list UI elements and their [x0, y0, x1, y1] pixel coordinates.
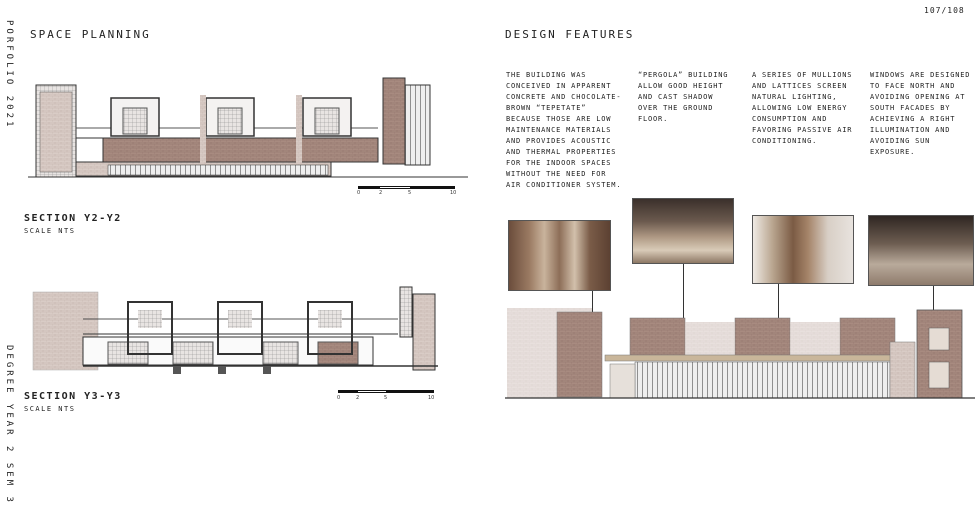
scale-tick: 10	[450, 190, 457, 196]
elevation-drawing	[505, 300, 975, 400]
section-y2-scale: SCALE NTS	[24, 227, 76, 235]
scale-bar-1-segment-b	[380, 186, 410, 189]
section-y3-title: SECTION Y3-Y3	[24, 391, 122, 402]
section-y3-drawing	[28, 282, 448, 377]
scale-tick: 2	[379, 190, 383, 196]
feature-text-windows: WINDOWS ARE DESIGNED TO FACE NORTH AND AVOIDING OPENING AT SOUTH FACADES BY ACHIEVING A RIGHT ILLUMINATION AND AVOIDING SUN EXPOSURE.	[870, 71, 971, 156]
section-y3-scale: SCALE NTS	[24, 405, 76, 413]
scale-tick: 5	[408, 190, 412, 196]
photo-windows-gallery	[868, 215, 974, 286]
portfolio-side-label: PORFOLIO 2021	[4, 20, 14, 130]
scale-tick: 2	[356, 395, 360, 401]
scale-tick: 10	[428, 395, 435, 401]
design-features-heading: DESIGN FEATURES	[505, 28, 635, 41]
feature-text-mullions: A SERIES OF MULLIONS AND LATTICES SCREEN NATURAL LIGHTING, ALLOWING LOW ENERGY CONSUMPTION AND FAVORING PASSIVE AIR CONDITIONING.	[752, 71, 853, 145]
degree-side-label: DEGREE YEAR 2 SEM 3	[4, 345, 14, 505]
scale-tick: 0	[337, 395, 341, 401]
scale-bar-2-segment-a	[338, 390, 358, 393]
feature-text-pergola: “PERGOLA” BUILDING ALLOW GOOD HEIGHT AND CAST SHADOW OVER THE GROUND FLOOR.	[638, 71, 729, 123]
scale-bar-2-segment-b	[358, 390, 386, 393]
scale-bar-2-segment-c	[386, 390, 434, 393]
section-y2-title: SECTION Y2-Y2	[24, 213, 122, 224]
photo-pergola-hall	[632, 198, 734, 264]
photo-mullions	[752, 215, 854, 284]
scale-tick: 0	[357, 190, 361, 196]
section-y2-drawing	[28, 70, 468, 190]
scale-bar-1-segment-a	[358, 186, 380, 189]
feature-text-materials: THE BUILDING WAS CONCEIVED IN APPARENT CONCRETE AND CHOCOLATE-BROWN “TEPETATE” BECAUSE THOSE ARE LOW MAINTENANCE MATERIALS AND PROVIDES ACOUSTIC AND THERMAL PROPERTIES FOR THE INDOOR SPACES WITHOUT THE NEED FOR AIR CONDITIONER SYSTEM.	[506, 71, 622, 189]
space-planning-heading: SPACE PLANNING	[30, 28, 151, 41]
page-number: 107/108	[924, 6, 965, 15]
scale-bar-1-segment-c	[410, 186, 455, 189]
scale-tick: 5	[384, 395, 388, 401]
photo-corridor	[508, 220, 611, 291]
